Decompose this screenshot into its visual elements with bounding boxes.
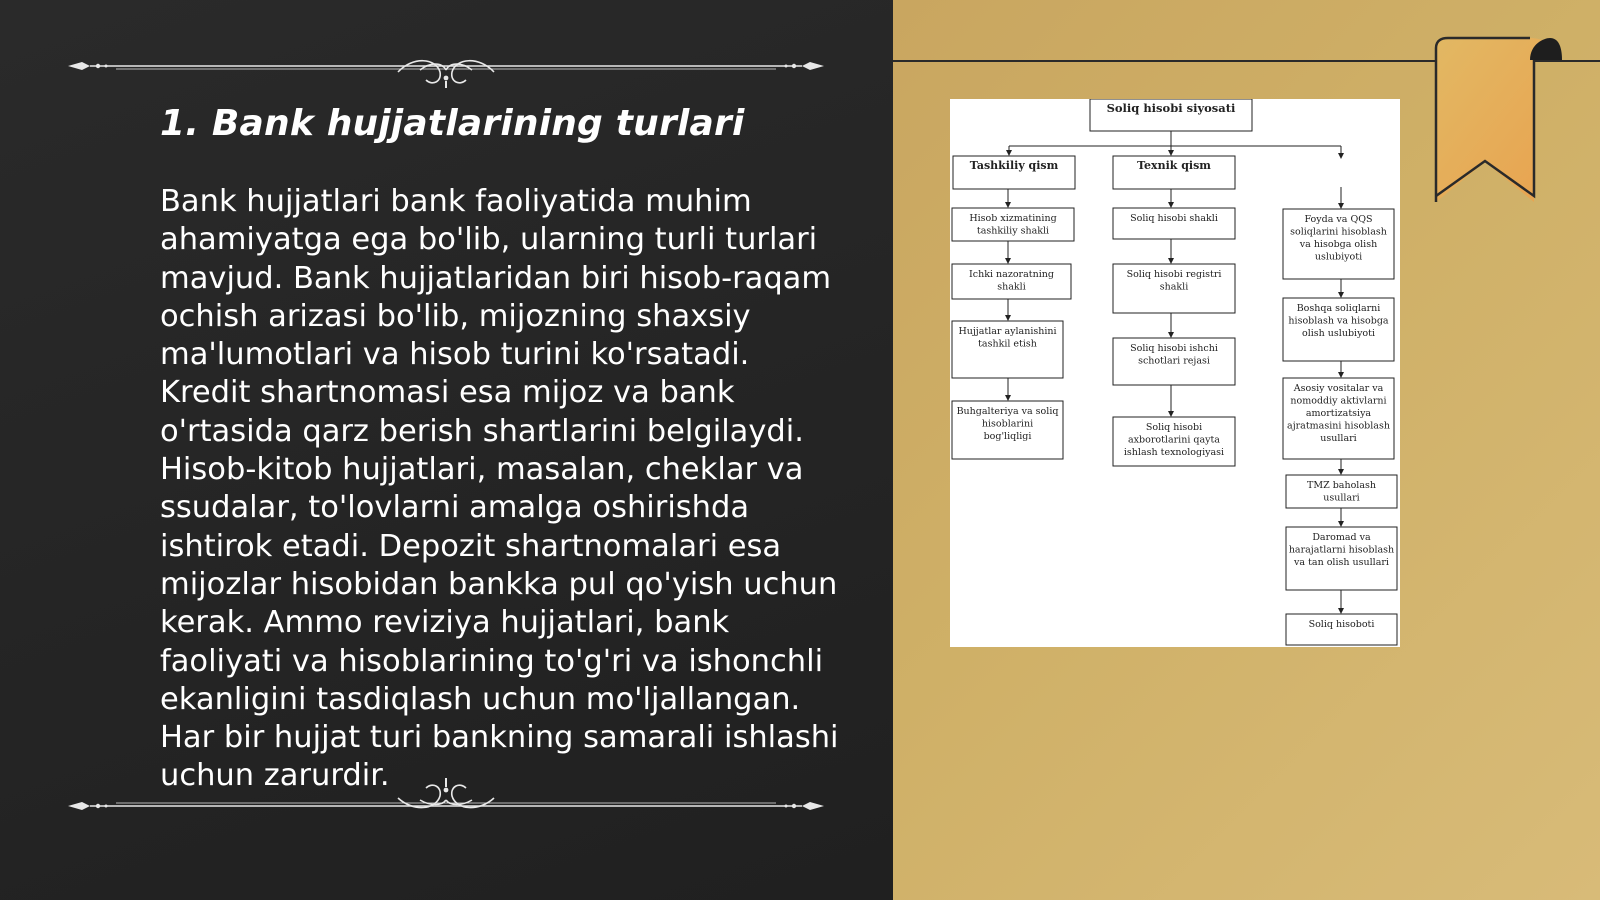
col1-arrow-1-head [1005, 258, 1011, 264]
col3-arrow-0-head [1338, 203, 1344, 209]
col2-arrow-2-head [1168, 332, 1174, 338]
col3-item-4-label: Daromad va harajatlarni hisoblash va tan olish usullari [1288, 532, 1395, 568]
col1-item-0-label: Hisob xizmatining tashkiliy shakli [969, 213, 1057, 237]
col1-arrow-3-head [1005, 395, 1011, 401]
ornament-divider-top [68, 48, 824, 88]
slide-body-text: Bank hujjatlari bank faoliyatida muhim ahamiyatga ega bo'lib, ularning turli turlari mavjud. Bank hujjatlaridan biri hisob-raqam ochish arizasi bo'lib, mijozning shaxsiy ma'lumotlari va hisob turini ko'rsatadi. Kredit shartnomasi esa mijoz va bank o'rtasida qarz berish shartlarini belgilaydi. Hisob-kitob hujjatlari, masalan, cheklar va ssudalar, to'lovlarni amalga oshirishda ishtirok etadi. Depozit shartnomalari esa mijozlar hisobidan bankka pul qo'yish uchun kerak. Ammo reviziya hujjatlari, bank faoliyati va hisoblarining to'g'ri va ishonchli ekanligini tasdiqlash uchun mo'ljallangan. Har bir hujjat turi bankning samarali ishlashi uchun zarurdir. [160, 184, 839, 794]
root-label: Soliq hisobi siyosati [1106, 101, 1236, 115]
flowchart-svg [950, 99, 1400, 647]
col3-item-1-label: Boshqa soliqlarni hisoblash va hisobga olish uslubiyoti [1288, 303, 1389, 339]
tax-accounting-flowchart [950, 99, 1400, 647]
col2-header-label: Texnik qism [1137, 159, 1211, 172]
arrow-col3-head [1338, 153, 1344, 159]
bookmark-ribbon-icon [1434, 36, 1564, 202]
col3-arrow-4-head [1338, 521, 1344, 527]
arrow-col2-head [1168, 150, 1174, 156]
slide-title: 1. Bank hujjatlarining turlari [160, 103, 745, 144]
col3-arrow-2-head [1338, 372, 1344, 378]
arrow-col1-head [1006, 150, 1012, 156]
col3-item-2-label: Asosiy vositalar va nomoddiy aktivlarni amortizatsiya ajratmasini hisoblash usullari [1287, 383, 1390, 444]
col2-arrow-3-head [1168, 411, 1174, 417]
col3-arrow-5-head [1338, 608, 1344, 614]
col2-arrow-1-head [1168, 258, 1174, 264]
col2-arrow-0-head [1168, 202, 1174, 208]
col1-item-1-label: Ichki nazoratning shakli [969, 269, 1054, 293]
col3-arrow-3-head [1338, 469, 1344, 475]
col2-item-2-label: Soliq hisobi ishchi schotlari rejasi [1130, 343, 1218, 367]
col3-item-3-label: TMZ baholash usullari [1307, 480, 1376, 504]
col1-arrow-2-head [1005, 315, 1011, 321]
col2-item-3-label: Soliq hisobi axborotlarini qayta ishlash texnologiyasi [1123, 422, 1225, 458]
col1-header-label: Tashkiliy qism [969, 159, 1059, 172]
col2-item-0-label: Soliq hisobi shakli [1130, 213, 1218, 224]
col1-item-3-label: Buhgalteriya va soliq hisoblarini bog'liqligi [956, 406, 1059, 442]
col1-item-2-label: Hujjatlar aylanishini tashkil etish [958, 326, 1057, 350]
col1-arrow-0-head [1005, 202, 1011, 208]
col3-item-0-label: Foyda va QQS soliqlarini hisoblash va hisobga olish uslubiyoti [1290, 214, 1387, 263]
col3-arrow-1-head [1338, 292, 1344, 298]
col3-item-5-label: Soliq hisoboti [1308, 619, 1375, 630]
col2-item-1-label: Soliq hisobi registri shakli [1126, 269, 1222, 293]
